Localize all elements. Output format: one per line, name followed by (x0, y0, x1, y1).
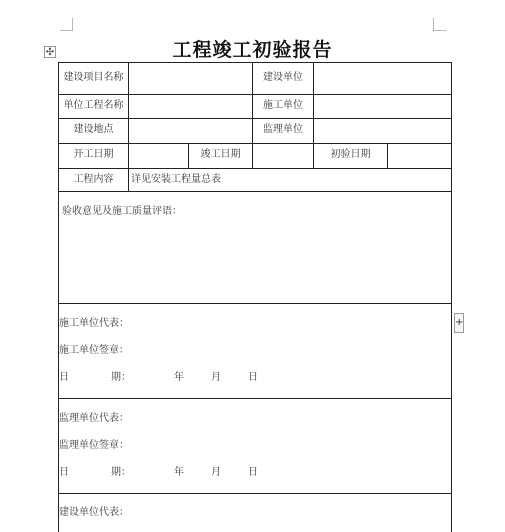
label-unit-project-name: 单位工程名称 (63, 100, 124, 111)
label-acceptance-opinion: 验收意见及施工质量评语： (62, 206, 182, 217)
construction-date-ri: 日 (59, 372, 69, 383)
table-rule (128, 62, 129, 168)
value-work-content: 详见安装工程量总表 (131, 174, 221, 185)
construction-date-month: 月 (211, 372, 221, 383)
construction-date-qi: 期： (111, 372, 131, 383)
supervision-date-day: 日 (248, 467, 258, 478)
table-rule (128, 168, 129, 191)
supervision-date-qi: 期： (111, 467, 131, 478)
construction-date-day: 日 (248, 372, 258, 383)
table-rule (58, 191, 452, 192)
page-corner-mark-top-right (433, 18, 446, 31)
label-owner-unit: 建设单位 (263, 72, 303, 83)
label-start-date: 开工日期 (73, 149, 114, 160)
supervision-date-ri: 日 (59, 467, 69, 478)
label-project-name: 建设项目名称 (63, 72, 124, 83)
document-title: 工程竣工初验报告 (172, 39, 333, 61)
label-supervision-unit: 监理单位 (263, 124, 303, 135)
table-rule (58, 143, 452, 144)
table-rule (58, 493, 452, 494)
label-site: 建设地点 (73, 124, 114, 135)
table-rule (387, 143, 388, 168)
table-rule (58, 94, 452, 95)
supervision-date-year: 年 (174, 467, 184, 478)
label-construction-rep: 施工单位代表： (59, 318, 129, 329)
table-move-handle-icon[interactable]: ✣ (45, 47, 55, 58)
construction-date-year: 年 (174, 372, 184, 383)
table-rule (58, 118, 452, 119)
table-rule (58, 168, 452, 169)
table-add-row-handle-icon[interactable]: + (454, 313, 464, 333)
label-supervision-rep: 监理单位代表： (59, 413, 129, 424)
table-rule (58, 303, 452, 304)
label-supervision-seal: 监理单位签章： (59, 440, 129, 451)
label-construction-seal: 施工单位签章： (59, 345, 129, 356)
supervision-date-month: 月 (211, 467, 221, 478)
label-initial-inspection-date: 初验日期 (330, 149, 371, 160)
page-corner-mark-top-left (60, 18, 73, 31)
label-completion-date: 竣工日期 (200, 149, 241, 160)
label-work-content: 工程内容 (73, 174, 114, 185)
label-owner-rep: 建设单位代表： (59, 507, 129, 518)
label-construction-unit: 施工单位 (263, 100, 303, 111)
table-rule (58, 398, 452, 399)
